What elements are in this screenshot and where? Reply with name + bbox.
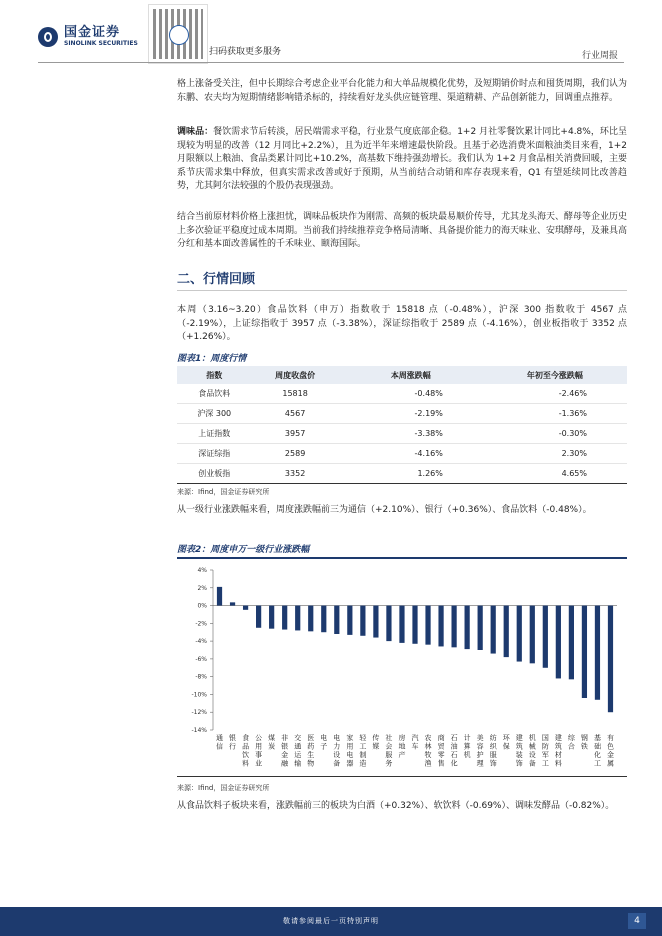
bar-电力设备 xyxy=(334,606,339,634)
x-tick-label: 农 xyxy=(424,734,432,742)
cell-ytd: -1.36% xyxy=(483,404,627,424)
cell-index: 创业板指 xyxy=(177,464,251,484)
bar-轻工制造 xyxy=(360,606,365,636)
bar-美容护理 xyxy=(478,606,483,650)
y-tick-label: 0% xyxy=(197,602,207,610)
x-tick-label: 容 xyxy=(476,742,484,751)
x-tick-label: 医 xyxy=(307,734,315,742)
x-tick-label: 电 xyxy=(320,734,328,742)
qr-code[interactable] xyxy=(148,4,208,64)
x-tick-label: 军 xyxy=(541,751,549,759)
x-tick-label: 环 xyxy=(502,734,510,742)
x-tick-label: 美 xyxy=(476,734,484,742)
x-tick-label: 合 xyxy=(567,742,575,751)
logo-english-name: SINOLINK SECURITIES xyxy=(64,40,138,47)
x-tick-label: 化 xyxy=(593,751,601,759)
x-tick-label: 材 xyxy=(554,751,562,759)
bar-有色金属 xyxy=(608,606,613,713)
bar-汽车 xyxy=(412,606,417,644)
page-footer xyxy=(0,907,662,936)
bar-国防军工 xyxy=(543,606,548,668)
table-row xyxy=(177,404,627,424)
cell-index: 深证综指 xyxy=(177,444,251,464)
y-tick-label: 4% xyxy=(197,567,207,574)
footer-disclaimer: 敬请参阅最后一页特别声明 xyxy=(283,917,379,925)
x-tick-label: 输 xyxy=(294,759,302,768)
x-tick-label: 国 xyxy=(541,734,549,742)
bar-非银金融 xyxy=(282,606,287,630)
x-tick-label: 贸 xyxy=(437,742,445,751)
x-tick-label: 零 xyxy=(437,751,445,759)
x-tick-label: 通 xyxy=(216,734,224,742)
x-tick-label: 器 xyxy=(346,759,354,768)
header-divider xyxy=(38,62,624,63)
bar-医药生物 xyxy=(308,606,313,632)
x-tick-label: 械 xyxy=(528,742,536,751)
bar-家用电器 xyxy=(347,606,352,635)
bar-食品饮料 xyxy=(243,606,248,610)
x-tick-label: 交 xyxy=(294,734,302,742)
x-tick-label: 机 xyxy=(463,751,471,759)
bar-钢铁 xyxy=(582,606,587,698)
bar-计算机 xyxy=(465,606,470,650)
cell-ytd: 4.65% xyxy=(483,464,627,484)
logo-icon xyxy=(38,27,58,47)
x-tick-label: 色 xyxy=(606,742,614,751)
x-tick-label: 料 xyxy=(242,759,250,768)
x-tick-label: 煤 xyxy=(268,734,276,742)
x-tick-label: 石 xyxy=(450,734,458,742)
x-tick-label: 电 xyxy=(346,751,354,759)
y-tick-label: -14% xyxy=(191,727,207,734)
x-tick-label: 纺 xyxy=(489,734,497,742)
seasoning-text: 餐饮需求节后转淡，居民端需求平稳，行业景气度底部企稳。1+2 月社零餐饮累计同比+4.8%，环比呈现较为明显的改善（12 月同比+2.2%），且为近半年来增速最快阶段。且基于必选消费米面粮油类目来看，1+2 月限额以上粮油、食品类累计同比+10.2%，高基数下维持强劲增长。我们认为 1+2 月食品相关消费回暖，主要系节庆需求集中释放，但真实需求改善或好于预期，从当前结合动销和库存表现来看，Q1 有望延续同比改善趋势，尤其阿尔法较强的个股仍表现强劲。 xyxy=(177,127,627,192)
logo-chinese-name: 国金证券 xyxy=(64,25,121,40)
x-tick-label: 金 xyxy=(281,751,289,759)
x-tick-label: 护 xyxy=(476,751,484,759)
y-tick-label: -8% xyxy=(195,673,207,681)
section-title: 二、行情回顾 xyxy=(177,272,256,287)
col-header-ytd-change: 年初至今涨跌幅 xyxy=(483,366,627,384)
bar-煤炭 xyxy=(269,606,274,629)
cell-close: 2589 xyxy=(251,444,338,464)
bar-交通运输 xyxy=(295,606,300,631)
cell-week: -4.16% xyxy=(339,444,483,464)
paragraph-industry: 从一级行业涨跌幅来看，周度涨跌幅前三为通信（+2.10%）、银行（+0.36%）、食品饮料（-0.48%）。 xyxy=(177,505,592,515)
paragraph-seasoning xyxy=(177,126,627,194)
bar-综合 xyxy=(569,606,574,680)
x-tick-label: 建 xyxy=(554,734,562,742)
cell-close: 15818 xyxy=(251,384,338,404)
bar-石油石化 xyxy=(451,606,456,648)
cell-index: 沪深 300 xyxy=(177,404,251,424)
cell-ytd: -0.30% xyxy=(483,424,627,444)
weekly-market-table xyxy=(177,366,627,484)
figure1-title: 图表1：周度行情 xyxy=(177,351,627,368)
x-tick-label: 筑 xyxy=(554,742,562,751)
x-tick-label: 轻 xyxy=(359,734,367,742)
x-tick-label: 造 xyxy=(359,759,367,768)
cell-week: -2.19% xyxy=(339,404,483,424)
table-header-row xyxy=(177,366,627,384)
x-tick-label: 金 xyxy=(606,751,614,759)
x-tick-label: 商 xyxy=(437,734,445,742)
x-tick-label: 用 xyxy=(255,742,263,751)
figure2-divider xyxy=(177,776,627,777)
table-row xyxy=(177,424,627,444)
bar-机械设备 xyxy=(530,606,535,664)
cell-ytd: 2.30% xyxy=(483,444,627,464)
x-tick-label: 银 xyxy=(281,742,289,751)
page-header xyxy=(0,0,662,66)
cell-index: 食品饮料 xyxy=(177,384,251,404)
x-tick-label: 渔 xyxy=(424,759,432,768)
x-tick-label: 机 xyxy=(528,734,536,742)
bar-通信 xyxy=(217,587,222,606)
x-tick-label: 融 xyxy=(281,759,289,768)
x-tick-label: 药 xyxy=(307,742,315,751)
x-tick-label: 筑 xyxy=(515,742,523,751)
x-tick-label: 售 xyxy=(437,759,445,768)
x-tick-label: 有 xyxy=(606,734,614,742)
bar-公用事业 xyxy=(256,606,261,628)
bar-环保 xyxy=(504,606,509,658)
company-logo xyxy=(38,26,138,48)
cell-week: -3.38% xyxy=(339,424,483,444)
x-tick-label: 工 xyxy=(359,742,367,751)
x-tick-label: 媒 xyxy=(372,742,380,751)
bar-电子 xyxy=(321,606,326,633)
paragraph-market-summary: 本周（3.16~3.20）食品饮料（申万）指数收于 15818 点（-0.48%），沪深 300 指数收于 4567 点（-2.19%），上证综指收于 3957 点（-3.38%），深证综指收于 2589 点（-4.16%），创业板指收于 3352 点（+1.26%）。 xyxy=(177,305,627,343)
x-tick-label: 牧 xyxy=(424,751,432,759)
x-tick-label: 服 xyxy=(385,751,393,759)
x-tick-label: 事 xyxy=(255,751,263,759)
bar-社会服务 xyxy=(386,606,391,642)
x-tick-label: 化 xyxy=(450,759,458,768)
x-tick-label: 础 xyxy=(593,742,601,751)
bar-基础化工 xyxy=(595,606,600,700)
x-tick-label: 料 xyxy=(554,759,562,768)
x-tick-label: 炭 xyxy=(268,742,276,751)
x-tick-label: 工 xyxy=(593,759,601,768)
x-tick-label: 子 xyxy=(320,742,328,751)
x-tick-label: 物 xyxy=(307,759,315,768)
col-header-week-change: 本周涨跌幅 xyxy=(339,366,483,384)
x-tick-label: 传 xyxy=(372,734,380,742)
x-tick-label: 保 xyxy=(502,742,510,751)
y-tick-label: -6% xyxy=(195,655,207,663)
scan-prompt: 扫码获取更多服务 xyxy=(209,47,282,57)
x-tick-label: 生 xyxy=(307,751,315,759)
x-tick-label: 用 xyxy=(346,742,354,751)
x-tick-label: 饰 xyxy=(489,759,497,768)
cell-ytd: -2.46% xyxy=(483,384,627,404)
x-tick-label: 社 xyxy=(385,734,393,742)
figure1-source: 来源：Ifind，国金证券研究所 xyxy=(177,488,270,496)
x-tick-label: 非 xyxy=(281,734,289,742)
x-tick-label: 食 xyxy=(242,734,250,742)
cell-close: 4567 xyxy=(251,404,338,424)
x-tick-label: 备 xyxy=(528,759,536,768)
bar-银行 xyxy=(230,602,235,605)
x-tick-label: 设 xyxy=(528,751,536,759)
x-tick-label: 务 xyxy=(385,759,393,768)
x-tick-label: 地 xyxy=(398,742,406,751)
x-tick-label: 属 xyxy=(606,759,614,768)
y-tick-label: -12% xyxy=(191,709,207,717)
figure2-title: 图表2：周度申万一级行业涨跌幅 xyxy=(177,542,627,559)
x-tick-label: 铁 xyxy=(580,742,588,751)
page-number: 4 xyxy=(628,913,646,929)
x-tick-label: 汽 xyxy=(411,734,419,742)
x-tick-label: 车 xyxy=(411,742,419,751)
bar-传媒 xyxy=(373,606,378,638)
x-tick-label: 设 xyxy=(333,751,341,759)
x-tick-label: 饮 xyxy=(242,751,250,759)
bar-建筑装饰 xyxy=(517,606,522,662)
x-tick-label: 服 xyxy=(489,751,497,759)
x-tick-label: 计 xyxy=(463,734,471,742)
x-tick-label: 备 xyxy=(333,759,341,768)
x-tick-label: 产 xyxy=(398,751,406,759)
x-tick-label: 油 xyxy=(450,742,458,751)
y-tick-label: -4% xyxy=(195,638,207,646)
x-tick-label: 装 xyxy=(515,751,523,759)
x-tick-label: 电 xyxy=(333,734,341,742)
y-tick-label: 2% xyxy=(197,584,207,592)
x-tick-label: 综 xyxy=(567,734,575,742)
cell-week: 1.26% xyxy=(339,464,483,484)
col-header-close: 周度收盘价 xyxy=(251,366,338,384)
x-tick-label: 算 xyxy=(463,742,471,751)
x-tick-label: 林 xyxy=(424,742,432,751)
x-tick-label: 基 xyxy=(593,734,601,742)
bar-建筑材料 xyxy=(556,606,561,679)
x-tick-label: 运 xyxy=(294,751,302,759)
cell-week: -0.48% xyxy=(339,384,483,404)
x-tick-label: 制 xyxy=(359,751,367,759)
seasoning-label: 调味品： xyxy=(177,127,214,137)
x-tick-label: 力 xyxy=(333,742,341,751)
paragraph-3: 结合当前原材料价格上涨担忧，调味品板块作为刚需、高频的板块最易顺价传导，尤其龙头海天、酵母等企业历史上多次验证平稳度过成本周期。当前我们持续推荐竞争格局清晰、具备提价能力的海天味业、安琪酵母，及兼具高分红和基本面改善属性的千禾味业、颐海国际。 xyxy=(177,212,628,250)
x-tick-label: 防 xyxy=(541,742,549,751)
x-tick-label: 家 xyxy=(346,734,354,742)
y-tick-label: -2% xyxy=(195,620,207,628)
x-tick-label: 行 xyxy=(229,742,237,751)
bar-房地产 xyxy=(399,606,404,643)
x-tick-label: 房 xyxy=(398,734,406,742)
paragraph-1: 格上涨备受关注，但中长期综合考虑企业平台化能力和大单品规模化优势，及短期销价时点和囤货周期，我们认为东鹏、农夫均为短期情绪影响错杀标的，持续看好龙头供应链管理、渠道精耕、产品创新能力，回调重点推荐。 xyxy=(177,79,628,103)
cell-index: 上证指数 xyxy=(177,424,251,444)
figure2-source: 来源：Ifind，国金证券研究所 xyxy=(177,784,270,792)
cell-close: 3957 xyxy=(251,424,338,444)
x-tick-label: 公 xyxy=(255,734,263,742)
col-header-index: 指数 xyxy=(177,366,251,384)
section-header xyxy=(177,270,627,291)
x-tick-label: 工 xyxy=(541,759,549,768)
y-tick-label: -10% xyxy=(191,691,207,699)
paragraph-subsector: 从食品饮料子板块来看，涨跌幅前三的板块为白酒（+0.32%）、软饮料（-0.69%）、调味发酵品（-0.82%）。 xyxy=(177,801,615,811)
bar-纺织服饰 xyxy=(491,606,496,654)
bar-商贸零售 xyxy=(438,606,443,647)
x-tick-label: 信 xyxy=(216,742,224,751)
table-row xyxy=(177,384,627,404)
report-type: 行业周报 xyxy=(581,51,618,61)
qr-center-logo-icon xyxy=(169,25,189,45)
industry-bar-chart xyxy=(177,558,627,773)
table-row xyxy=(177,444,627,464)
x-tick-label: 品 xyxy=(242,742,250,751)
x-tick-label: 石 xyxy=(450,751,458,759)
x-tick-label: 钢 xyxy=(580,734,588,742)
x-tick-label: 业 xyxy=(255,759,263,768)
cell-close: 3352 xyxy=(251,464,338,484)
table-row xyxy=(177,464,627,484)
x-tick-label: 理 xyxy=(476,759,484,768)
x-tick-label: 银 xyxy=(229,734,237,742)
x-tick-label: 会 xyxy=(385,742,393,751)
bar-农林牧渔 xyxy=(425,606,430,645)
x-tick-label: 织 xyxy=(489,742,497,751)
x-tick-label: 通 xyxy=(294,742,302,751)
x-tick-label: 建 xyxy=(515,734,523,742)
x-tick-label: 饰 xyxy=(515,759,523,768)
